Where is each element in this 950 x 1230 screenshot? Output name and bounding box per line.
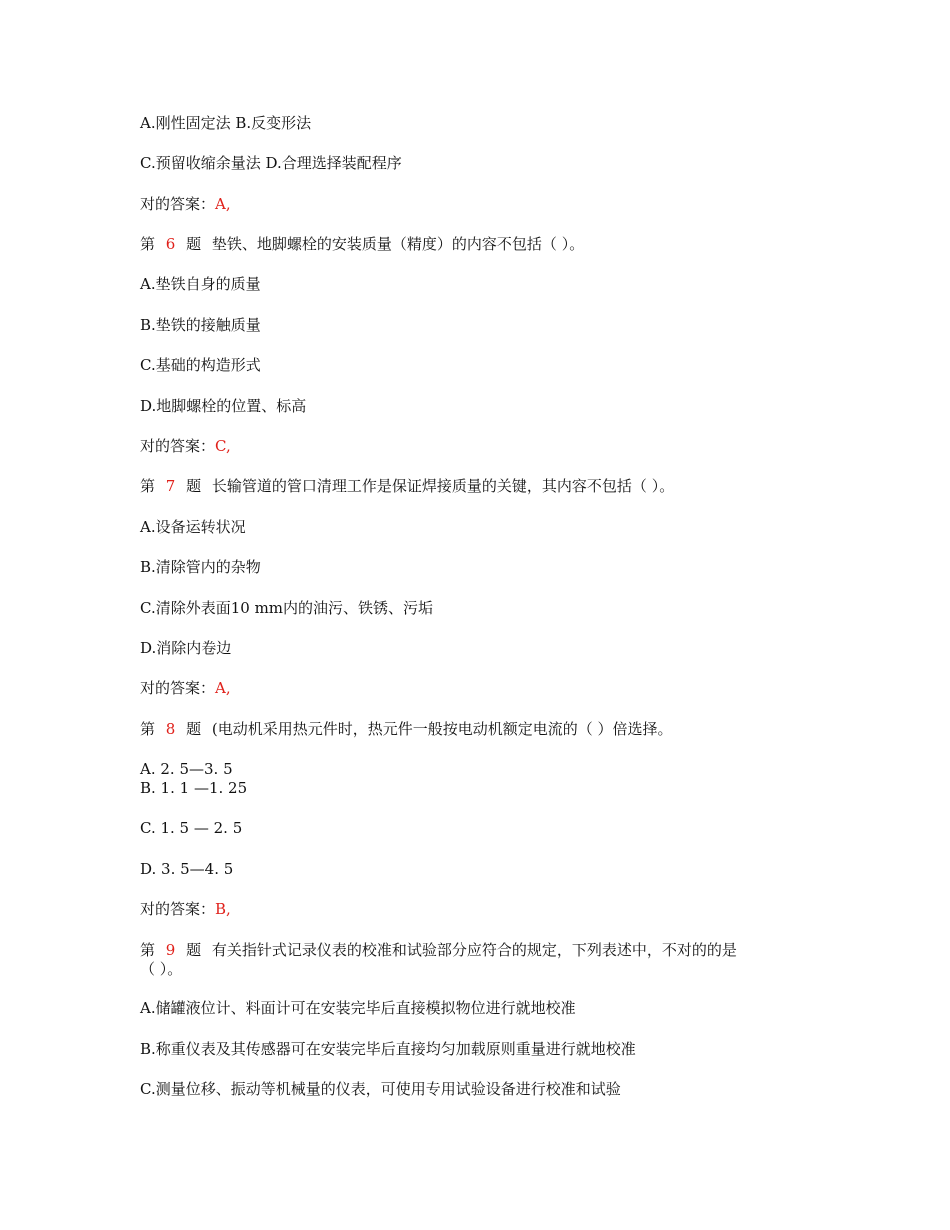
q6-answer: C, (215, 437, 231, 455)
q6-option-d: D.地脚螺栓的位置、标高 (140, 397, 307, 415)
q6-option-b: B.垫铁的接触质量 (140, 316, 261, 334)
q8-answer: B, (215, 900, 231, 918)
q7-option-c: C.清除外表面10 mm内的油污、铁锈、污垢 (140, 599, 434, 617)
q9-heading (140, 941, 737, 959)
q7-number: 7 (165, 477, 176, 495)
q8-text: (电动机采用热元件时，热元件一般按电动机额定电流的（ ）倍选择。 (211, 720, 673, 738)
q6-suffix: 题 (186, 235, 202, 253)
q7-option-a: A.设备运转状况 (140, 518, 246, 536)
q9-option-a: A.储罐液位计、料面计可在安装完毕后直接模拟物位进行就地校准 (140, 999, 576, 1017)
q9-number: 9 (165, 941, 176, 959)
q6-text: 垫铁、地脚螺栓的安装质量（精度）的内容不包括（ ）。 (211, 235, 585, 253)
q5-answer: A, (215, 195, 231, 213)
q5-options-cd: C.预留收缩余量法 D.合理选择装配程序 (140, 154, 402, 172)
q6-answer-line (140, 437, 231, 455)
q9-suffix: 题 (186, 941, 202, 959)
q5-answer-line (140, 195, 231, 213)
q7-answer: A, (215, 679, 231, 697)
q6-prefix: 第 (140, 235, 156, 253)
q6-heading (140, 235, 584, 253)
answer-label: 对的答案： (140, 679, 216, 697)
q8-option-c: C. 1. 5 — 2. 5 (140, 819, 243, 837)
q8-prefix: 第 (140, 720, 156, 738)
answer-label: 对的答案： (140, 900, 216, 918)
q7-heading (140, 477, 674, 495)
q8-option-b: B. 1. 1 —1. 25 (140, 779, 248, 797)
q8-option-a: A. 2. 5—3. 5 (140, 760, 233, 778)
q7-option-d: D.消除内卷边 (140, 639, 232, 657)
q9-option-b: B.称重仪表及其传感器可在安装完毕后直接均匀加载原则重量进行就地校准 (140, 1040, 636, 1058)
q8-option-d: D. 3. 5—4. 5 (140, 860, 234, 878)
q9-text-line2: （ ）。 (140, 960, 183, 978)
q6-option-c: C.基础的构造形式 (140, 356, 261, 374)
q7-text: 长输管道的管口清理工作是保证焊接质量的关键，其内容不包括（ ）。 (211, 477, 675, 495)
q9-text-line1: 有关指针式记录仪表的校准和试验部分应符合的规定，下列表述中，不对的的是 (211, 941, 737, 959)
q9-option-c: C.测量位移、振动等机械量的仪表，可使用专用试验设备进行校准和试验 (140, 1080, 621, 1098)
q6-option-a: A.垫铁自身的质量 (140, 275, 261, 293)
q8-answer-line (140, 900, 231, 918)
q5-options-ab: A.刚性固定法 B.反变形法 (140, 114, 312, 132)
q8-suffix: 题 (186, 720, 202, 738)
q9-prefix: 第 (140, 941, 156, 959)
q8-number: 8 (165, 720, 176, 738)
q7-answer-line (140, 679, 231, 697)
q7-suffix: 题 (186, 477, 202, 495)
answer-label: 对的答案： (140, 437, 216, 455)
answer-label: 对的答案： (140, 195, 216, 213)
q7-prefix: 第 (140, 477, 156, 495)
q6-number: 6 (165, 235, 176, 253)
q8-heading (140, 720, 673, 738)
q7-option-b: B.清除管内的杂物 (140, 558, 261, 576)
